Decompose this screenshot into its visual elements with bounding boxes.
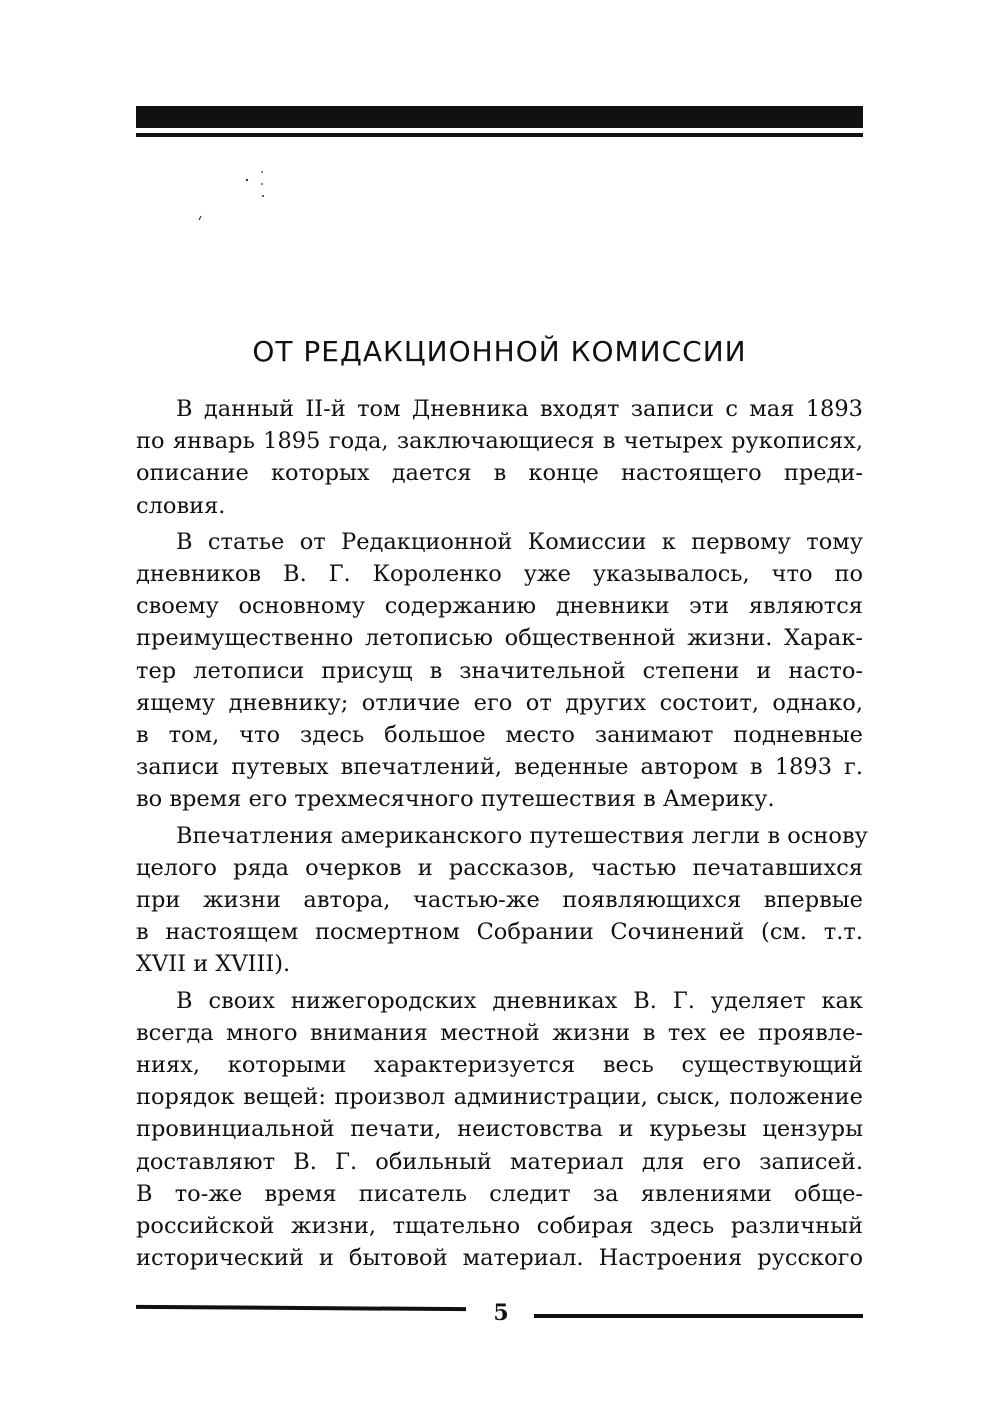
print-specks	[195, 168, 275, 228]
text-line: в том, что здесь большое место занимают подневные	[136, 722, 863, 749]
text-line: записи путевых впечатлений, веденные автором в 1893 г.	[136, 754, 863, 781]
paragraph	[136, 820, 868, 981]
text-line: В данный II-й том Дневника входят записи с мая 1893	[176, 396, 863, 422]
text-line: исторический и бытовой материал. Настроения русского	[136, 1245, 863, 1272]
text-line: порядок вещей: произвол администрации, сыск, положение	[136, 1084, 863, 1111]
page-footer	[136, 1300, 863, 1330]
text-line: словия.	[136, 492, 226, 519]
text-line: во время его трехмесячного путешествия в Америку.	[136, 786, 775, 813]
header-bar	[136, 106, 863, 128]
text-line: целого ряда очерков и рассказов, частью печатавшихся	[136, 854, 863, 881]
header-rule	[136, 133, 863, 137]
text-line: при жизни автора, частью-же появляющихся впервые	[136, 887, 863, 914]
paragraph	[136, 985, 863, 1275]
text-line: ниях, которыми характеризуется весь существующий	[136, 1052, 863, 1079]
paragraph	[136, 393, 863, 522]
text-line: всегда много внимания местной жизни в тех ее проявле-	[136, 1019, 863, 1046]
text-line: своему основному содержанию дневники эти являются	[136, 593, 863, 620]
text-line: В то-же время писатель следит за явлениями обще-	[136, 1180, 863, 1207]
text-line: доставляют В. Г. обильный материал для его записей.	[136, 1148, 863, 1175]
page-number: 5	[493, 1300, 509, 1326]
text-line: XVII и XVIII).	[136, 951, 291, 978]
paragraph	[136, 526, 863, 816]
text-line: описание которых дается в конце настоящего преди-	[136, 460, 863, 487]
text-line: в настоящем посмертном Собрании Сочинений (см. т.т.	[136, 919, 863, 946]
text-line: по январь 1895 года, заключающиеся в четырех рукописях,	[136, 428, 863, 455]
footer-rule-right	[534, 1314, 863, 1318]
text-line: провинциальной печати, неистовства и курьезы цензуры	[136, 1116, 863, 1143]
page-title: ОТ РЕДАКЦИОННОЙ КОМИССИИ	[252, 335, 747, 368]
text-line: российской жизни, тщательно собирая здесь различный	[136, 1213, 863, 1240]
text-line: В статье от Редакционной Комиссии к первому тому	[176, 528, 863, 555]
text-line: ящему дневнику; отличие его от других состоит, однако,	[136, 689, 863, 716]
text-line: Впечатления американского путешествия легли в основу	[176, 822, 868, 849]
footer-rule-left	[136, 1305, 466, 1311]
text-line: В своих нижегородских дневниках В. Г. уделяет как	[176, 987, 863, 1014]
text-line: преимущественно летописью общественной жизни. Харак-	[136, 625, 863, 652]
text-line: дневников В. Г. Короленко уже указывалось, что по	[136, 561, 863, 588]
body-text	[136, 393, 868, 1278]
text-line: тер летописи присущ в значительной степени и насто-	[136, 657, 863, 684]
